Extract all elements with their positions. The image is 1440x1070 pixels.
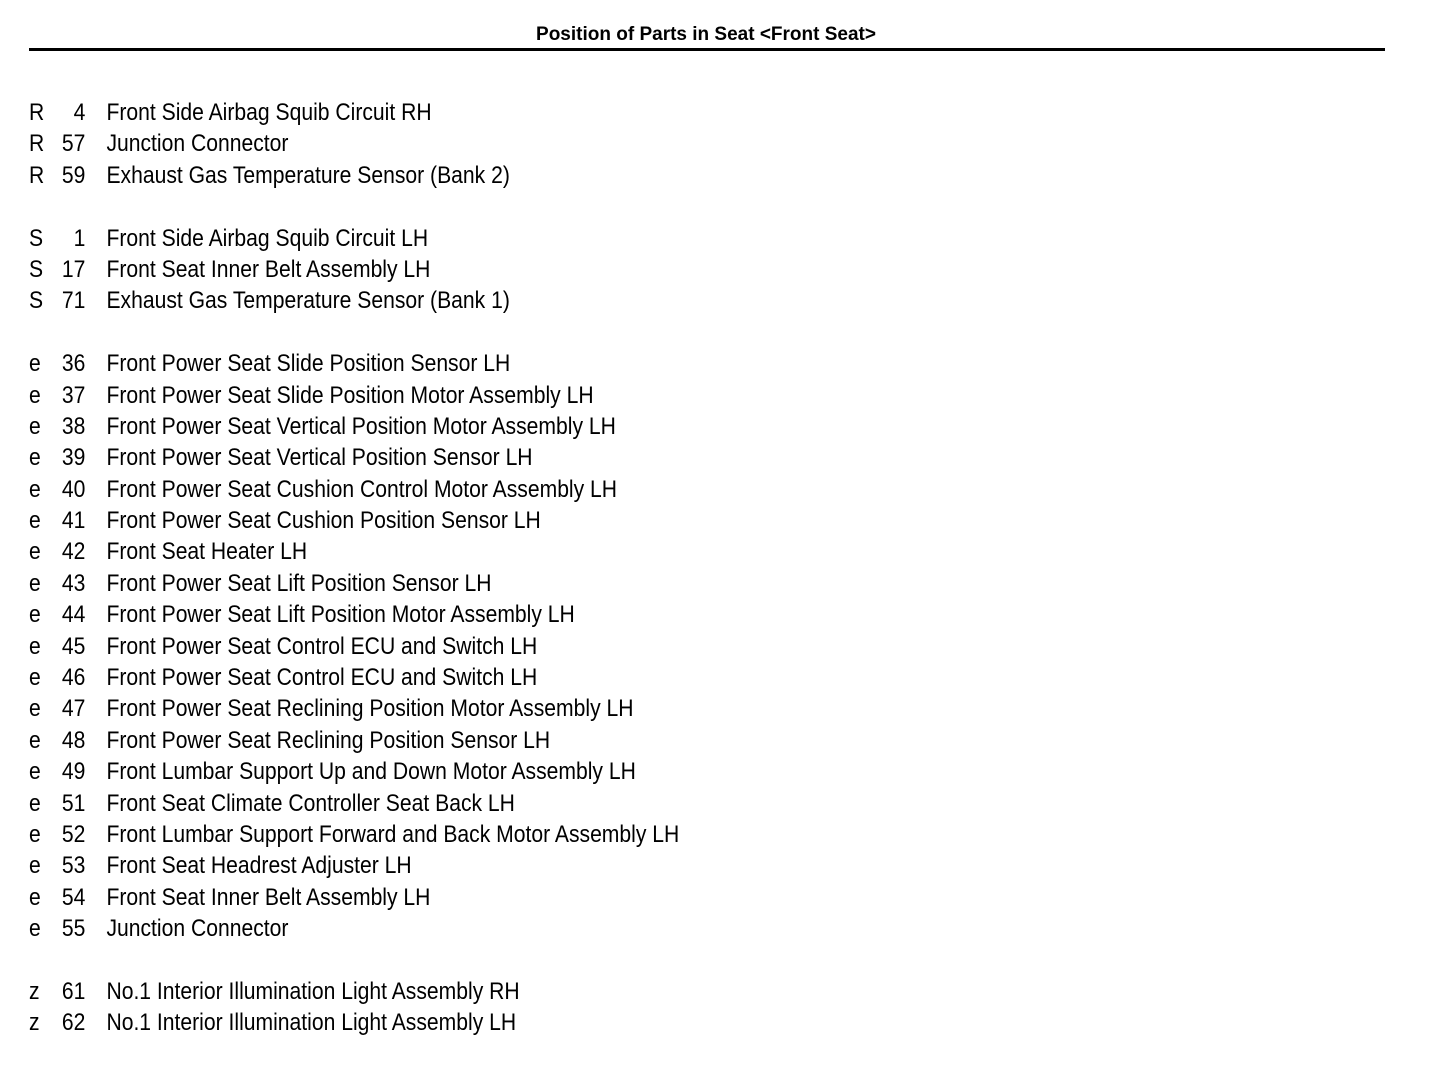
parts-group bbox=[29, 97, 1389, 191]
part-number: 37 bbox=[61, 381, 86, 409]
part-row bbox=[29, 348, 1226, 379]
part-group-code: e bbox=[29, 883, 41, 911]
part-name: No.1 Interior Illumination Light Assembly RH bbox=[106, 977, 520, 1005]
part-row bbox=[29, 536, 1226, 567]
part-number: 38 bbox=[61, 412, 86, 440]
part-row bbox=[29, 285, 1226, 316]
part-row bbox=[29, 505, 1226, 536]
part-group-code: e bbox=[29, 381, 41, 409]
part-number: 42 bbox=[61, 538, 86, 566]
part-number: 54 bbox=[61, 883, 86, 911]
part-row bbox=[29, 819, 1226, 850]
part-name: Front Power Seat Lift Position Sensor LH bbox=[106, 569, 492, 597]
part-row bbox=[29, 380, 1226, 411]
part-name: Front Power Seat Cushion Position Sensor LH bbox=[106, 507, 541, 535]
part-row bbox=[29, 97, 1226, 128]
part-group-code: e bbox=[29, 726, 41, 754]
parts-group bbox=[29, 976, 1389, 1039]
part-row bbox=[29, 725, 1226, 756]
part-group-code: e bbox=[29, 569, 41, 597]
part-name: Front Seat Inner Belt Assembly LH bbox=[106, 255, 431, 283]
part-name: Front Power Seat Vertical Position Sensor LH bbox=[106, 444, 533, 472]
part-group-code: e bbox=[29, 758, 41, 786]
part-name: Front Seat Heater LH bbox=[106, 538, 308, 566]
part-row bbox=[29, 599, 1226, 630]
part-number: 43 bbox=[61, 569, 86, 597]
part-row bbox=[29, 631, 1226, 662]
part-number: 61 bbox=[61, 977, 86, 1005]
part-number: 40 bbox=[61, 475, 86, 503]
part-row bbox=[29, 913, 1226, 944]
part-row bbox=[29, 223, 1226, 254]
part-name: Front Side Airbag Squib Circuit LH bbox=[106, 224, 429, 252]
part-group-code: e bbox=[29, 538, 41, 566]
part-group-code: e bbox=[29, 664, 41, 692]
part-number: 47 bbox=[61, 695, 86, 723]
part-name: Front Lumbar Support Forward and Back Motor Assembly LH bbox=[106, 820, 680, 848]
part-group-code: e bbox=[29, 820, 41, 848]
part-name: Exhaust Gas Temperature Sensor (Bank 1) bbox=[106, 287, 510, 315]
part-row bbox=[29, 788, 1226, 819]
part-name: Junction Connector bbox=[106, 915, 289, 943]
part-name: Front Seat Inner Belt Assembly LH bbox=[106, 883, 431, 911]
part-row bbox=[29, 693, 1226, 724]
part-group-code: e bbox=[29, 412, 41, 440]
part-number: 57 bbox=[61, 130, 86, 158]
part-group-code: e bbox=[29, 350, 41, 378]
part-row bbox=[29, 1007, 1226, 1038]
title-divider bbox=[29, 48, 1385, 51]
part-row bbox=[29, 850, 1226, 881]
part-group-code: e bbox=[29, 507, 41, 535]
part-number: 45 bbox=[61, 632, 86, 660]
part-group-code: e bbox=[29, 852, 41, 880]
part-number: 59 bbox=[61, 161, 86, 189]
part-group-code: e bbox=[29, 601, 41, 629]
part-row bbox=[29, 662, 1226, 693]
part-group-code: z bbox=[29, 977, 40, 1005]
part-row bbox=[29, 976, 1226, 1007]
page-title: Position of Parts in Seat <Front Seat> bbox=[536, 24, 876, 45]
part-number: 36 bbox=[61, 350, 86, 378]
part-number: 39 bbox=[61, 444, 86, 472]
part-number: 44 bbox=[61, 601, 86, 629]
part-group-code: e bbox=[29, 695, 41, 723]
part-number: 46 bbox=[61, 664, 86, 692]
part-name: Junction Connector bbox=[106, 130, 289, 158]
part-row bbox=[29, 568, 1226, 599]
parts-group bbox=[29, 348, 1389, 944]
part-row bbox=[29, 756, 1226, 787]
part-name: Front Power Seat Cushion Control Motor Assembly LH bbox=[106, 475, 618, 503]
part-group-code: e bbox=[29, 475, 41, 503]
part-name: Front Power Seat Slide Position Sensor LH bbox=[106, 350, 511, 378]
part-row bbox=[29, 254, 1226, 285]
part-number: 1 bbox=[73, 224, 86, 252]
part-name: Front Power Seat Reclining Position Motor Assembly LH bbox=[106, 695, 634, 723]
part-name: Front Seat Climate Controller Seat Back LH bbox=[106, 789, 515, 817]
part-row bbox=[29, 128, 1226, 159]
part-row bbox=[29, 474, 1226, 505]
part-name: Front Lumbar Support Up and Down Motor Assembly LH bbox=[106, 758, 636, 786]
part-number: 51 bbox=[61, 789, 86, 817]
part-number: 71 bbox=[61, 287, 86, 315]
part-name: No.1 Interior Illumination Light Assembly LH bbox=[106, 1009, 517, 1037]
part-row bbox=[29, 411, 1226, 442]
part-number: 62 bbox=[61, 1009, 86, 1037]
part-name: Front Power Seat Lift Position Motor Assembly LH bbox=[106, 601, 575, 629]
part-group-code: e bbox=[29, 444, 41, 472]
part-name: Front Seat Headrest Adjuster LH bbox=[106, 852, 412, 880]
part-group-code: S bbox=[29, 224, 44, 252]
part-number: 48 bbox=[61, 726, 86, 754]
part-name: Front Side Airbag Squib Circuit RH bbox=[106, 99, 432, 126]
part-number: 41 bbox=[61, 507, 86, 535]
part-row bbox=[29, 442, 1226, 473]
part-group-code: e bbox=[29, 789, 41, 817]
part-name: Front Power Seat Slide Position Motor Assembly LH bbox=[106, 381, 594, 409]
parts-list bbox=[29, 97, 1389, 1070]
part-number: 4 bbox=[73, 99, 86, 126]
part-name: Front Power Seat Reclining Position Sensor LH bbox=[106, 726, 551, 754]
part-row bbox=[29, 882, 1226, 913]
part-number: 52 bbox=[61, 820, 86, 848]
part-name: Exhaust Gas Temperature Sensor (Bank 2) bbox=[106, 161, 510, 189]
part-name: Front Power Seat Control ECU and Switch LH bbox=[106, 632, 538, 660]
part-group-code: R bbox=[29, 130, 45, 158]
part-number: 17 bbox=[61, 255, 86, 283]
part-group-code: e bbox=[29, 915, 41, 943]
part-group-code: e bbox=[29, 632, 41, 660]
part-name: Front Power Seat Control ECU and Switch LH bbox=[106, 664, 538, 692]
part-name: Front Power Seat Vertical Position Motor Assembly LH bbox=[106, 412, 616, 440]
part-group-code: S bbox=[29, 287, 44, 315]
part-group-code: R bbox=[29, 161, 45, 189]
part-row bbox=[29, 160, 1226, 191]
part-group-code: R bbox=[29, 99, 45, 126]
part-number: 53 bbox=[61, 852, 86, 880]
parts-group bbox=[29, 223, 1389, 317]
part-number: 55 bbox=[61, 915, 86, 943]
part-group-code: S bbox=[29, 255, 44, 283]
part-number: 49 bbox=[61, 758, 86, 786]
part-group-code: z bbox=[29, 1009, 40, 1037]
